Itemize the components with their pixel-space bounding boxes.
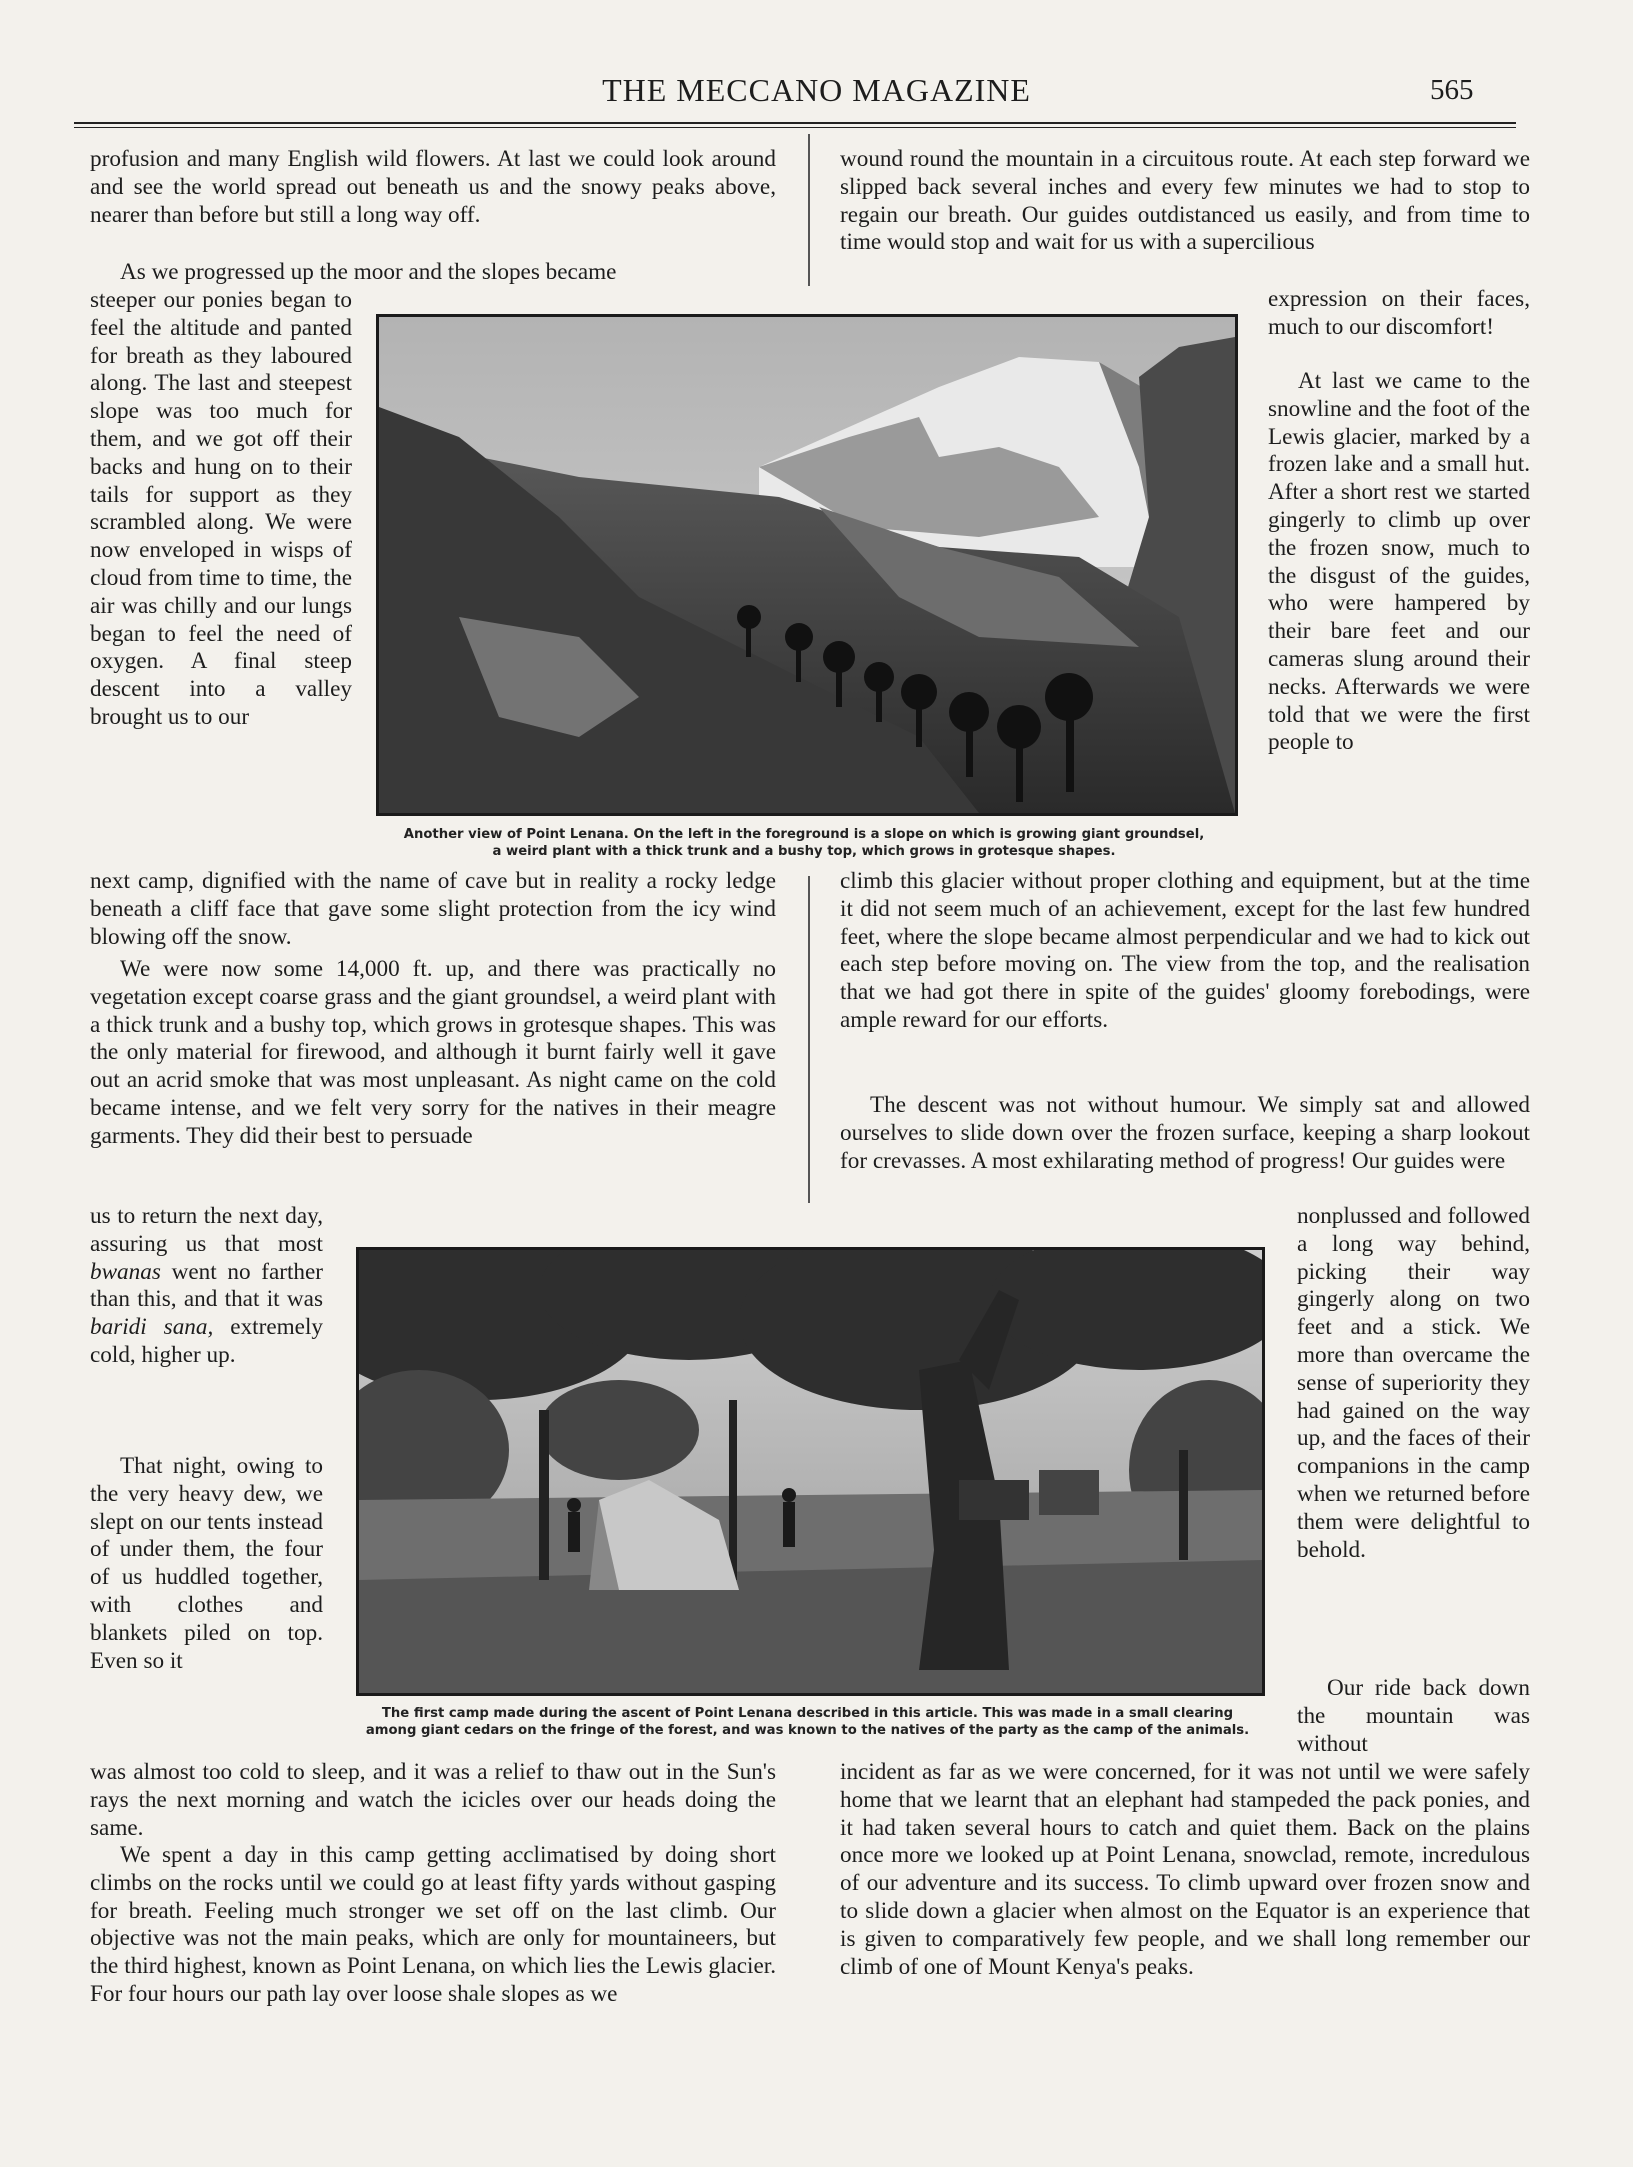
left-para-4-narrow: That night, owing to the very heavy dew, we slept on our tents instead of under them, the four of us huddled together, with clothes and blankets piled on top. Even so it xyxy=(90,1453,323,1674)
right-para-4-narrow: Our ride back down the mountain was without xyxy=(1297,1675,1530,1757)
camp-photo-image xyxy=(359,1250,1262,1693)
left-para-3-main: We were now some 14,000 ft. up, and there was practically no vegetation except coarse grass and the giant groundsel, a weird plant with a thick trunk and a bushy top, which grows in grotesque shapes. This was the only material for firewood, and although it burnt fairly well it gave out an acrid smoke that was most unpleasant. As night came on the cold became intense, and we felt very sorry for the natives in their meagre garments. They did their best to persuade xyxy=(90,956,776,1149)
caption-point-lenana-line-2: a weird plant with a thick trunk and a bushy top, which grows in grotesque shapes. xyxy=(492,844,1116,859)
mountain-photo-image xyxy=(379,317,1235,813)
left-para-2-tail: next camp, dignified with the name of cave but in reality a rocky ledge beneath a cliff face that gave some slight protection from the icy wind blowing off the snow. xyxy=(90,868,776,950)
right-para-4-tail: incident as far as we were concerned, for it was not until we were safely home that we learnt that an elephant had stampeded the pack ponies, and it had taken several hours to catch and quiet them. Back on the plains once more we looked up at Point Lenana, snowclad, remote, incredulous of our adventure and its success. To climb upward over frozen snow and to slide down a glacier when almost on the Equator is an experience that is given to comparatively few people, and we shall long remember our climb of one of Mount Kenya's peaks. xyxy=(840,1759,1530,1980)
caption-first-camp-line-2: among giant cedars on the fringe of the forest, and was known to the natives of the party as the camp of the animals. xyxy=(365,1723,1250,1738)
right-para-2-narrow: At last we came to the snowline and the foot of the Lewis glacier, marked by a frozen lake and a small hut. After a short rest we started gingerly to climb up over the frozen snow, much to the disgust of the guides, who were hampered by their bare feet and our cameras slung around their necks. Afterwards we were told that we were the first people to xyxy=(1268,368,1530,756)
caption-first-camp-line-1: The first camp made during the ascent of Point Lenana described in this article. This was made in a small clearing xyxy=(381,1706,1234,1721)
left-para-2-head: As we progressed up the moor and the slopes became xyxy=(120,259,617,285)
column-divider-middle xyxy=(808,876,810,1203)
caption-point-lenana xyxy=(370,826,1238,862)
masthead: THE MECCANO MAGAZINE xyxy=(602,72,1031,108)
caption-point-lenana-line-1: Another view of Point Lenana. On the left in the foreground is a slope on which is growing giant groundsel, xyxy=(403,827,1205,842)
column-divider-top xyxy=(808,134,810,286)
header-rule-thin xyxy=(74,127,1516,128)
photo-point-lenana xyxy=(376,314,1238,816)
right-para-1-head: wound round the mountain in a circuitous route. At each step forward we slipped back several inches and every few minutes we had to stop to regain our breath. Our guides outdistanced us easily, and from time to time would stop and wait for us with a supercilious xyxy=(840,146,1530,256)
left-para-2-narrow: steeper our ponies began to feel the altitude and panted for breath as they laboured along. The last and steepest slope was too much for them, and we got off their backs and hung on to their tails for support as they scrambled along. We were now enveloped in wisps of cloud from time to time, the air was chilly and our lungs began to feel the need of oxygen. A final steep descent into a valley brought us to our xyxy=(90,287,352,730)
page-number: 565 xyxy=(1430,74,1474,106)
left-para-1: profusion and many English wild flowers. At last we could look around and see the world spread out beneath us and the snowy peaks above, nearer than before but still a long way off. xyxy=(90,146,776,228)
right-para-3-main: The descent was not without humour. We simply sat and allowed ourselves to slide down over the frozen surface, keeping a sharp lookout for crevasses. A most exhilarating method of progress! Our guides were xyxy=(840,1092,1530,1174)
photo-first-camp xyxy=(356,1247,1265,1696)
left-para-5: We spent a day in this camp getting acclimatised by doing short climbs on the rocks until we could go at least fifty yards without gasping for breath. Feeling much stronger we set off on the last climb. Our objective was not the main peaks, which are only for mountaineers, but the third highest, known as Point Lenana, on which lies the Lewis glacier. For four hours our path lay over loose shale slopes as we xyxy=(90,1842,776,2007)
right-para-3-narrow: nonplussed and followed a long way behind, picking their way gingerly along on two feet and a stick. We more than overcame the sense of superiority they had gained on the way up, and the faces of their companions in the camp when we returned before them were delightful to behold. xyxy=(1297,1203,1530,1563)
left-para-3-narrow: us to return the next day, assuring us that most bwanas went no farther than this, and that it was baridi sana, extremely cold, higher up. xyxy=(90,1203,323,1368)
right-para-2-tail: climb this glacier without proper clothing and equipment, but at the time it did not seem much of an achievement, except for the last few hundred feet, where the slope became almost perpendicular and we had to kick out each step before moving on. The view from the top, and the realisation that we had got there in spite of the guides' gloomy forebodings, were ample reward for our efforts. xyxy=(840,868,1530,1033)
left-para-4-tail: was almost too cold to sleep, and it was a relief to thaw out in the Sun's rays the next morning and watch the icicles over our heads doing the same. xyxy=(90,1759,776,1841)
term-bwanas: bwanas xyxy=(90,1258,161,1285)
header-rule xyxy=(74,122,1516,124)
right-para-1-narrow: expression on their faces, much to our discomfort! xyxy=(1268,286,1530,340)
term-baridi-sana: baridi sana, xyxy=(90,1314,214,1341)
caption-first-camp xyxy=(354,1705,1261,1741)
